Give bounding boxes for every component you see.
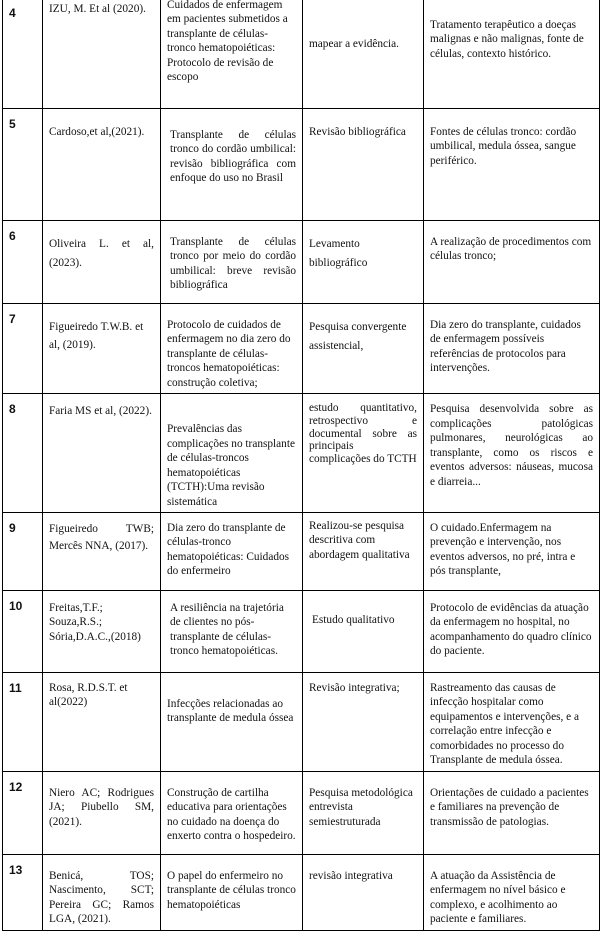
title-cell: Infecções relacionadas ao transplante de medula óssea (161, 672, 303, 771)
findings-cell: Orientações de cuidado a pacientes e familiares na prevenção de transmissão de patologias. (424, 771, 600, 854)
title-cell: Dia zero do transplante de células-tronco hematopoiéticas: Cuidados do enfermeiro (161, 512, 303, 590)
row-number: 11 (3, 672, 43, 771)
method-cell: Revisão integrativa; (303, 672, 424, 771)
title-cell: Prevalências das complicações no transplante de células-troncos hematopoiéticas (TCTH):Uma revisão sistemática (161, 394, 303, 513)
table-row (3, 590, 600, 672)
row-number: 6 (3, 221, 43, 304)
author-cell: Faria MS et al, (2022). (43, 394, 161, 513)
row-number: 13 (3, 854, 43, 930)
author-cell: Figueiredo T.W.B. et al, (2019). (43, 304, 161, 394)
method-cell: Levamento bibliográfico (303, 221, 424, 304)
author-cell: Niero AC; Rodrigues JA; Piubello SM, (2021). (43, 771, 161, 854)
table-row (3, 394, 600, 513)
findings-cell: Pesquisa desenvolvida sobre as complicações patológicas pulmonares, neurológicas ao transplante, como os riscos e eventos adversos: náuseas, mucosa e diarreia... (424, 394, 600, 513)
row-number: 9 (3, 512, 43, 590)
findings-cell: Rastreamento das causas de infecção hospitalar como equipamentos e intervenções, e a correlação entre infecção e comorbidades no processo do Transplante de medula óssea. (424, 672, 600, 771)
table-row (3, 672, 600, 771)
method-cell: mapear a evidência. (303, 0, 424, 109)
title-cell: Cuidados de enfermagem em pacientes submetidos a transplante de células-tronco hematopoiéticas: Protocolo de revisão de escopo (161, 0, 303, 109)
table-row (3, 854, 600, 930)
table-row (3, 771, 600, 854)
method-cell: Pesquisa metodológica entrevista semiestruturada (303, 771, 424, 854)
title-cell: Construção de cartilha educativa para orientações no cuidado na doença do enxerto contra o hospedeiro. (161, 771, 303, 854)
method-cell: Revisão bibliográfica (303, 109, 424, 221)
author-cell: IZU, M. Et al (2020). (43, 0, 161, 109)
title-cell: Transplante de células tronco por meio do cordão umbilical: breve revisão bibliográfica (161, 221, 303, 304)
author-cell: Benicá, TOS; Nascimento, SCT; Pereira GC; Ramos LGA, (2021). (43, 854, 161, 930)
findings-cell: Tratamento terapêutico a doeças malignas e não malignas, fonte de células, contexto histórico. (424, 0, 600, 109)
title-cell: Protocolo de cuidados de enfermagem no dia zero do transplante de células-troncos hematopoiéticas: construção coletiva; (161, 304, 303, 394)
row-number: 5 (3, 109, 43, 221)
findings-cell: A realização de procedimentos com células tronco; (424, 221, 600, 304)
method-cell: estudo quantitativo, retrospectivo e documental sobre as principais complicações do TCTH (303, 394, 424, 513)
table-row (3, 109, 600, 221)
method-cell: Realizou-se pesquisa descritiva com abordagem qualitativa (303, 512, 424, 590)
findings-cell: Fontes de células tronco: cordão umbilical, medula óssea, sangue periférico. (424, 109, 600, 221)
table-row (3, 221, 600, 304)
author-cell: Oliveira L. et al, (2023). (43, 221, 161, 304)
table-row (3, 512, 600, 590)
findings-cell: Dia zero do transplante, cuidados de enfermagem possíveis referências de protocolos para intervenções. (424, 304, 600, 394)
row-number: 12 (3, 771, 43, 854)
table-row (3, 304, 600, 394)
title-cell: A resiliência na trajetória de clientes no pós-transplante de células-tronco hematopoiéticas. (161, 590, 303, 672)
table-row (3, 0, 600, 109)
title-cell: O papel do enfermeiro no transplante de células tronco hematopoiéticas (161, 854, 303, 930)
method-cell: Pesquisa convergente assistencial, (303, 304, 424, 394)
row-number: 4 (3, 0, 43, 109)
method-cell: Estudo qualitativo (303, 590, 424, 672)
method-cell: revisão integrativa (303, 854, 424, 930)
studies-table (2, 0, 600, 931)
row-number: 8 (3, 394, 43, 513)
author-cell: Cardoso,et al,(2021). (43, 109, 161, 221)
findings-cell: Protocolo de evidências da atuação da enfermagem no hospital, no acompanhamento do quadro clínico do paciente. (424, 590, 600, 672)
findings-cell: O cuidado.Enfermagem na prevenção e intervenção, nos eventos adversos, no pré, intra e pós transplante, (424, 512, 600, 590)
author-cell: Rosa, R.D.S.T. et al(2022) (43, 672, 161, 771)
row-number: 10 (3, 590, 43, 672)
author-cell: Freitas,T.F.; Souza,R.S.; Sória,D.A.C.,(2018) (43, 590, 161, 672)
findings-cell: A atuação da Assistência de enfermagem no nível básico e complexo, e acolhimento ao paciente e familiares. (424, 854, 600, 930)
row-number: 7 (3, 304, 43, 394)
title-cell: Transplante de células tronco do cordão umbilical: revisão bibliográfica com enfoque do uso no Brasil (161, 109, 303, 221)
author-cell: Figueiredo TWB; Mercês NNA, (2017). (43, 512, 161, 590)
